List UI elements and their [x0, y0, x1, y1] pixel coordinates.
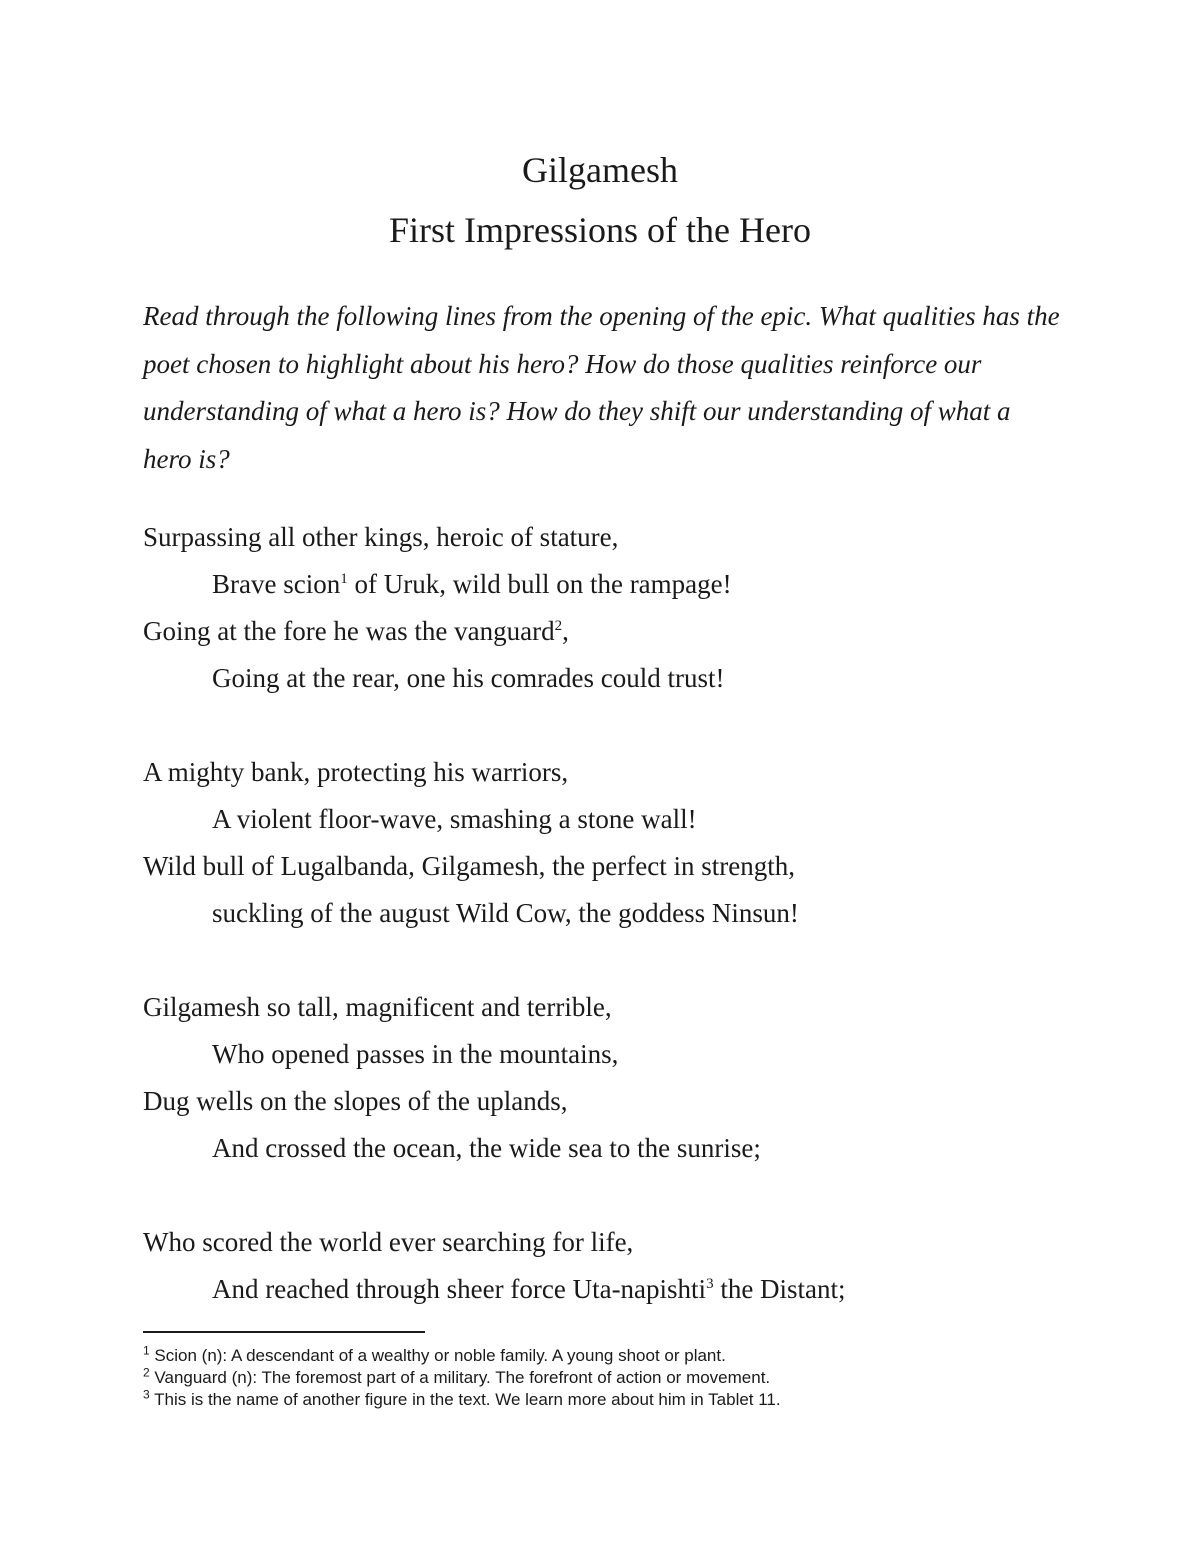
poem-line: [212, 1269, 846, 1309]
poem-line: A mighty bank, protecting his warriors,: [143, 757, 569, 787]
poem-line: A violent floor-wave, smashing a stone wall!: [212, 804, 697, 834]
footnote-text: This is the name of another figure in the text. We learn more about him in Tablet 11.: [149, 1390, 781, 1409]
poem-line: Wild bull of Lugalbanda, Gilgamesh, the perfect in strength,: [143, 851, 795, 881]
footnote: [143, 1345, 1103, 1367]
footnote-number: 2: [143, 1365, 150, 1380]
footnote-divider: [143, 1331, 425, 1333]
reading-prompt: Read through the following lines from the opening of the epic. What qualities has the poet chosen to highlight about his hero? How do those qualities reinforce our understanding of what a hero is? How do they shift our understanding of what a hero is?: [143, 301, 1060, 474]
footnote-number: 1: [143, 1343, 150, 1358]
poem-line: [143, 611, 569, 651]
poem-line: Going at the rear, one his comrades could trust!: [212, 663, 725, 693]
footnote-ref: 3: [706, 1276, 714, 1292]
poem-line: Surpassing all other kings, heroic of stature,: [143, 522, 619, 552]
footnote-text: Vanguard (n): The foremost part of a military. The forefront of action or movement.: [149, 1368, 771, 1387]
footnote-ref: 1: [340, 571, 348, 587]
poem-line: suckling of the august Wild Cow, the goddess Ninsun!: [212, 898, 799, 928]
poem-line: [212, 564, 732, 604]
poem-text: And reached through sheer force Uta-napishti: [212, 1274, 707, 1304]
poem-line: Who opened passes in the mountains,: [212, 1039, 619, 1069]
poem-text: ,: [562, 616, 569, 646]
footnotes: [143, 1345, 1103, 1411]
poem-text: the Distant;: [713, 1274, 846, 1304]
document-subtitle: First Impressions of the Hero: [389, 210, 811, 250]
poem-line: Gilgamesh so tall, magnificent and terrible,: [143, 992, 612, 1022]
footnote-number: 3: [143, 1387, 150, 1402]
poem-text: of Uruk, wild bull on the rampage!: [347, 569, 732, 599]
poem-line: Who scored the world ever searching for life,: [143, 1227, 634, 1257]
footnote-ref: 2: [554, 618, 563, 634]
poem-line: Dug wells on the slopes of the uplands,: [143, 1086, 568, 1116]
poem-line: And crossed the ocean, the wide sea to the sunrise;: [212, 1133, 761, 1163]
footnote: [143, 1389, 1103, 1411]
poem-text: Brave scion: [212, 569, 341, 599]
poem-text: Going at the fore he was the vanguard: [143, 616, 555, 646]
footnote-text: Scion (n): A descendant of a wealthy or noble family. A young shoot or plant.: [149, 1346, 726, 1365]
footnote: [143, 1367, 1103, 1389]
document-title: Gilgamesh: [522, 150, 678, 190]
